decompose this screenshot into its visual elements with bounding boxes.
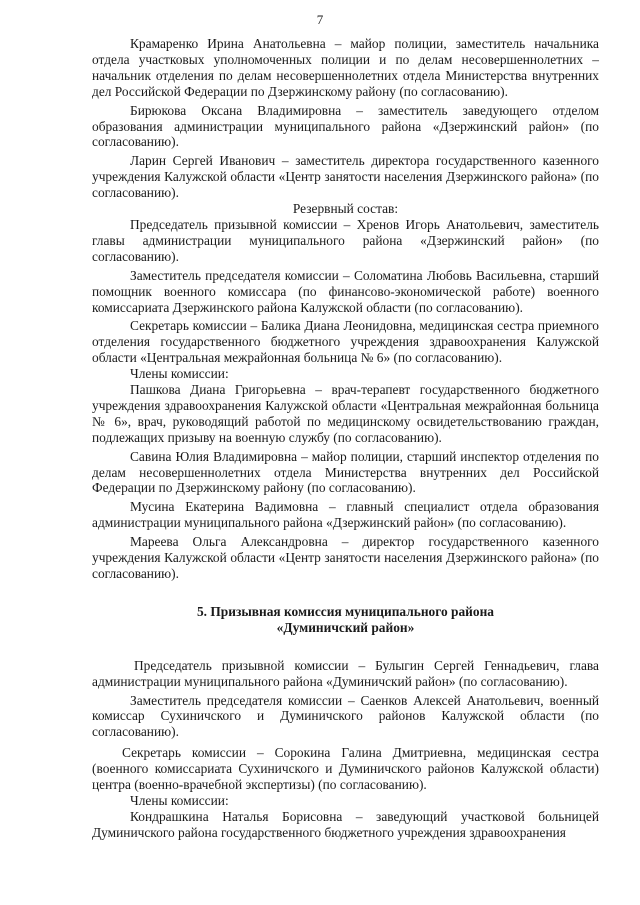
reserve-heading: Резервный состав: — [292, 201, 399, 217]
paragraph-kondrashkina: Кондрашкина Наталья Борисовна – заведующий участковой больницей Думиничского района государственного бюджетного учреждения здравоохранения — [92, 808, 599, 840]
paragraph-bulygin: Председатель призывной комиссии – Булыгин Сергей Геннадьевич, глава администрации муниципального района «Думиничский район» (по согласованию). — [92, 657, 599, 689]
paragraph-savina: Савина Юлия Владимировна – майор полиции, старший инспектор отделения по делам несовершеннолетних отдела Министерства внутренних дел Российской Федерации по Дзержинскому району (по согласованию). — [92, 448, 599, 496]
paragraph-mareeva: Мареева Ольга Александровна – директор государственного казенного учреждения Калужской области «Центр занятости населения Дзержинского района» (по согласованию). — [92, 534, 599, 581]
document-body — [92, 36, 599, 841]
members-heading: Члены комиссии: — [130, 366, 229, 382]
paragraph-biryukova: Бирюкова Оксана Владимировна – заместитель заведующего отделом образования администрации муниципального района «Дзержинский район» (по согласованию). — [92, 102, 599, 150]
paragraph-sorokina: Секретарь комиссии – Сорокина Галина Дмитриевна, медицинская сестра (военного комиссариата Сухиничского и Думиничского районов Калужской области) центра (военно-врачебной экспертизы) (по согласованию). — [92, 745, 599, 793]
paragraph-khrenov: Председатель призывной комиссии – Хренов Игорь Анатольевич, заместитель главы администрации муниципального района «Дзержинский район» (по согласованию). — [92, 216, 599, 264]
section-heading-line1: 5. Призывная комиссия муниципального района — [196, 603, 494, 619]
paragraph-musina: Мусина Екатерина Вадимовна – главный специалист отдела образования администрации муниципального района «Дзержинский район» (по согласованию). — [92, 499, 599, 531]
paragraph-kramarenko: Крамаренко Ирина Анатольевна – майор полиции, заместитель начальника отдела участковых уполномоченных полиции и по делам несовершеннолетних – начальник отделения по делам несовершеннолетних отдела Министерства внутренних дел Российской Федерации по Дзержинскому району (по согласованию). — [92, 36, 599, 99]
paragraph-pashkova: Пашкова Диана Григорьевна – врач-терапевт государственного бюджетного учреждения здравоохранения Калужской области «Центральная межрайонная больница № 6», врач, руководящий работой по медицинскому освидетельствованию граждан, подлежащих призыву на военную службу (по согласованию). — [92, 382, 599, 445]
paragraph-saenkov: Заместитель председателя комиссии – Саенков Алексей Анатольевич, военный комиссар Сухиничского и Думиничского районов Калужской области (по согласованию). — [92, 692, 599, 740]
paragraph-balika: Секретарь комиссии – Балика Диана Леонидовна, медицинская сестра приемного отделения государственного бюджетного учреждения здравоохранения Калужской области «Центральная межрайонная больница № 6» (по согласованию). — [92, 318, 599, 366]
members-heading-2: Члены комиссии: — [130, 792, 229, 808]
section-heading-line2: «Думиничский район» — [276, 619, 415, 635]
paragraph-larin: Ларин Сергей Иванович – заместитель директора государственного казенного учреждения Калужской области «Центр занятости населения Дзержинского района» (по согласованию). — [92, 153, 599, 201]
paragraph-solomatina: Заместитель председателя комиссии – Соломатина Любовь Васильевна, старший помощник военного комиссара (по финансово-экономической работе) военного комиссариата Дзержинского района Калужской области (по согласованию). — [92, 267, 599, 315]
page-number: 7 — [316, 12, 324, 27]
